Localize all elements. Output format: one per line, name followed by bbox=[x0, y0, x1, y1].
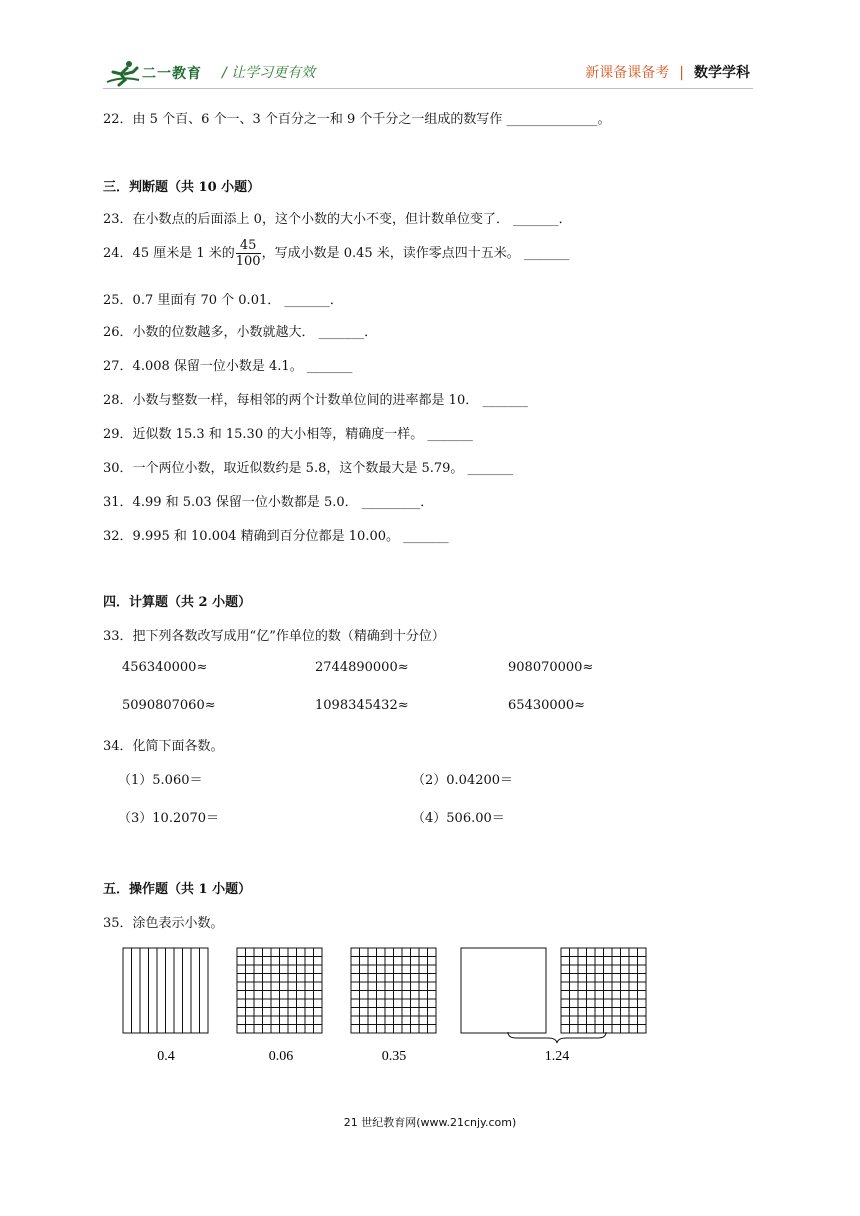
question-24-prefix: 24．45 厘米是 1 米的 bbox=[103, 246, 235, 261]
q33-item: 1098345432≈ bbox=[315, 698, 409, 713]
section-3-title: 三．判断题（共 10 小题） bbox=[103, 180, 261, 195]
question-34: 34．化简下面各数。 bbox=[103, 739, 224, 754]
question-33: 33．把下列各数改写成用“亿”作单位的数（精确到十分位） bbox=[103, 629, 445, 644]
question-24 bbox=[103, 238, 569, 269]
q33-item: 65430000≈ bbox=[508, 698, 586, 713]
brace-icon bbox=[508, 1032, 606, 1043]
section-4-title: 四．计算题（共 2 小题） bbox=[103, 595, 252, 610]
decimal-grid-figures bbox=[0, 940, 860, 1075]
header-separator: | bbox=[679, 65, 684, 81]
q34-item: （4）506.00＝ bbox=[412, 811, 505, 826]
question-23: 23．在小数点的后面添上 0，这个小数的大小不变，但计数单位变了． _______． bbox=[103, 212, 572, 227]
q34-item: （3）10.2070＝ bbox=[118, 811, 220, 826]
question-29: 29．近似数 15.3 和 15.30 的大小相等，精确度一样。 _______ bbox=[103, 427, 473, 442]
q33-item: 5090807060≈ bbox=[122, 698, 216, 713]
question-22: 22．由 5 个百、6 个一、3 个百分之一和 9 个千分之一组成的数写作 ______________。 bbox=[103, 112, 611, 127]
whole-square bbox=[461, 948, 546, 1033]
footer: 21 世纪教育网(www.21cnjy.com) bbox=[343, 1116, 517, 1129]
question-35: 35．涂色表示小数。 bbox=[103, 916, 224, 931]
figure-label: 0.06 bbox=[268, 1049, 294, 1064]
figure-label: 0.4 bbox=[157, 1049, 175, 1064]
q34-item: （2）0.04200＝ bbox=[412, 773, 514, 788]
q33-item: 2744890000≈ bbox=[315, 660, 409, 675]
logo-text: 二一教育 bbox=[142, 66, 202, 82]
figure-group bbox=[123, 948, 646, 1033]
q34-item: （1）5.060＝ bbox=[118, 773, 203, 788]
question-27: 27．4.008 保留一位小数是 4.1。 _______ bbox=[103, 359, 353, 374]
slogan: / 让学习更有效 bbox=[222, 65, 316, 81]
question-32: 32．9.995 和 10.004 精确到百分位都是 10.00。 _______ bbox=[103, 529, 449, 544]
header-right bbox=[585, 62, 750, 82]
question-24-suffix: ，写成小数是 0.45 米，读作零点四十五米。 _______ bbox=[261, 246, 570, 261]
q33-item: 456340000≈ bbox=[122, 660, 208, 675]
header-course: 新课备课备考 bbox=[585, 65, 670, 81]
question-31: 31．4.99 和 5.03 保留一位小数都是 5.0． _________． bbox=[103, 495, 434, 510]
question-25: 25．0.7 里面有 70 个 0.01． _______． bbox=[103, 293, 343, 308]
q33-item: 908070000≈ bbox=[508, 660, 594, 675]
header-divider bbox=[103, 88, 753, 89]
question-30: 30．一个两位小数，取近似数约是 5.8，这个数最大是 5.79。 _______ bbox=[103, 461, 514, 476]
header-subject: 数学学科 bbox=[694, 65, 750, 81]
figure-label: 1.24 bbox=[544, 1049, 570, 1064]
section-5-title: 五．操作题（共 1 小题） bbox=[103, 882, 252, 897]
question-28: 28．小数与整数一样，每相邻的两个计数单位间的进率都是 10． _______ bbox=[103, 393, 528, 408]
fraction-numerator: 45 bbox=[236, 238, 261, 254]
figure-label: 0.35 bbox=[381, 1049, 407, 1064]
fraction bbox=[236, 238, 261, 269]
question-26: 26．小数的位数越多，小数就越大． _______． bbox=[103, 325, 378, 340]
fraction-denominator: 100 bbox=[235, 254, 261, 269]
